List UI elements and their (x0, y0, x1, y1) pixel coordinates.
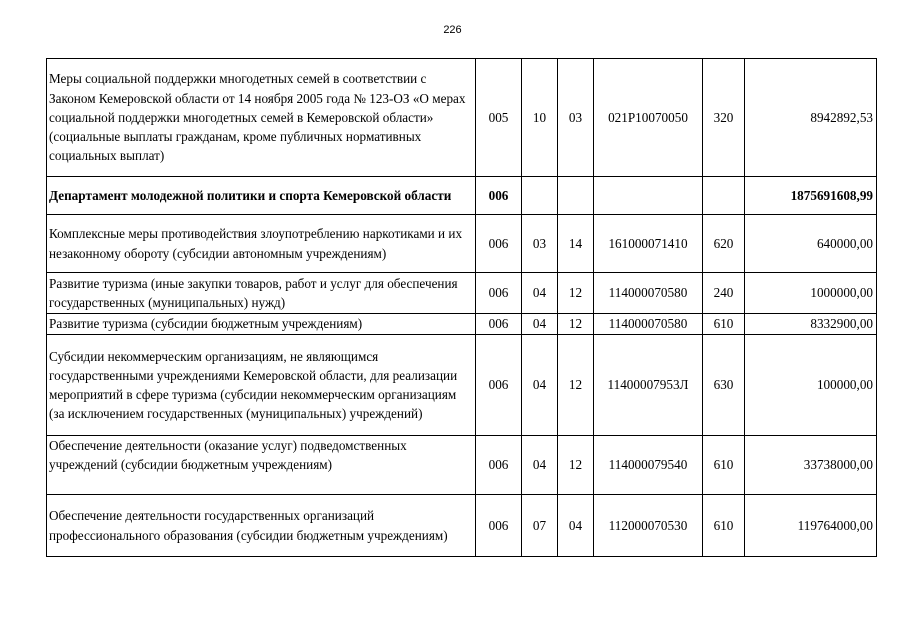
row-pr (558, 177, 594, 215)
row-csr: 11400007953Л (594, 335, 703, 436)
row-rz (522, 177, 558, 215)
page-number: 226 (443, 24, 462, 36)
row-name: Развитие туризма (субсидии бюджетным учреждениям) (47, 314, 476, 335)
row-pr: 12 (558, 314, 594, 335)
row-ved: 006 (476, 215, 522, 273)
row-pr: 12 (558, 436, 594, 495)
row-sum: 1000000,00 (745, 273, 877, 314)
row-csr (594, 177, 703, 215)
row-ved: 006 (476, 436, 522, 495)
row-vr (703, 177, 745, 215)
table-row (47, 335, 877, 436)
row-sum: 100000,00 (745, 335, 877, 436)
department-sum: 1875691608,99 (745, 177, 877, 215)
row-name: Комплексные меры противодействия злоупотреблению наркотиками и их незаконному обороту (субсидии автономным учреждениям) (47, 215, 476, 273)
table-row (47, 495, 877, 557)
table-row (47, 273, 877, 314)
row-sum: 8942892,53 (745, 59, 877, 177)
row-sum: 640000,00 (745, 215, 877, 273)
row-pr: 14 (558, 215, 594, 273)
row-vr: 610 (703, 436, 745, 495)
row-name: Меры социальной поддержки многодетных семей в соответствии с Законом Кемеровской области от 14 ноября 2005 года № 123-ОЗ «О мерах социальной поддержки многодетных семей в Кемеровской области» (социальные выплаты гражданам, кроме публичных нормативных социальных выплат) (47, 59, 476, 177)
row-name: Обеспечение деятельности (оказание услуг) подведомственных учреждений (субсидии бюджетным учреждениям) (47, 436, 476, 495)
row-ved: 006 (476, 177, 522, 215)
row-csr: 114000070580 (594, 314, 703, 335)
row-rz: 07 (522, 495, 558, 557)
row-name: Субсидии некоммерческим организациям, не являющимся государственными учреждениями Кемеровской области, для реализации мероприятий в сфере туризма (субсидии некоммерческим организациям (за исключением государственных (муниципальных) учреждений) (47, 335, 476, 436)
department-row (47, 177, 877, 215)
row-vr: 620 (703, 215, 745, 273)
row-ved: 006 (476, 495, 522, 557)
row-name: Обеспечение деятельности государственных организаций профессионального образования (субсидии бюджетным учреждениям) (47, 495, 476, 557)
row-vr: 610 (703, 495, 745, 557)
budget-table (46, 58, 877, 557)
row-rz: 04 (522, 314, 558, 335)
row-csr: 021Р10070050 (594, 59, 703, 177)
row-vr: 240 (703, 273, 745, 314)
row-ved: 005 (476, 59, 522, 177)
row-pr: 04 (558, 495, 594, 557)
department-name: Департамент молодежной политики и спорта Кемеровской области (47, 177, 476, 215)
row-rz: 03 (522, 215, 558, 273)
row-rz: 04 (522, 273, 558, 314)
row-name: Развитие туризма (иные закупки товаров, работ и услуг для обеспечения государственных (муниципальных) нужд) (47, 273, 476, 314)
row-vr: 630 (703, 335, 745, 436)
table-row (47, 436, 877, 495)
row-rz: 04 (522, 335, 558, 436)
row-csr: 112000070530 (594, 495, 703, 557)
row-ved: 006 (476, 273, 522, 314)
row-sum: 8332900,00 (745, 314, 877, 335)
row-vr: 320 (703, 59, 745, 177)
table-row (47, 59, 877, 177)
row-pr: 03 (558, 59, 594, 177)
row-rz: 04 (522, 436, 558, 495)
row-sum: 33738000,00 (745, 436, 877, 495)
row-pr: 12 (558, 335, 594, 436)
row-pr: 12 (558, 273, 594, 314)
row-csr: 114000070580 (594, 273, 703, 314)
row-rz: 10 (522, 59, 558, 177)
row-ved: 006 (476, 314, 522, 335)
table-row (47, 314, 877, 335)
row-csr: 114000079540 (594, 436, 703, 495)
row-csr: 161000071410 (594, 215, 703, 273)
row-sum: 119764000,00 (745, 495, 877, 557)
table-row (47, 215, 877, 273)
row-vr: 610 (703, 314, 745, 335)
row-ved: 006 (476, 335, 522, 436)
